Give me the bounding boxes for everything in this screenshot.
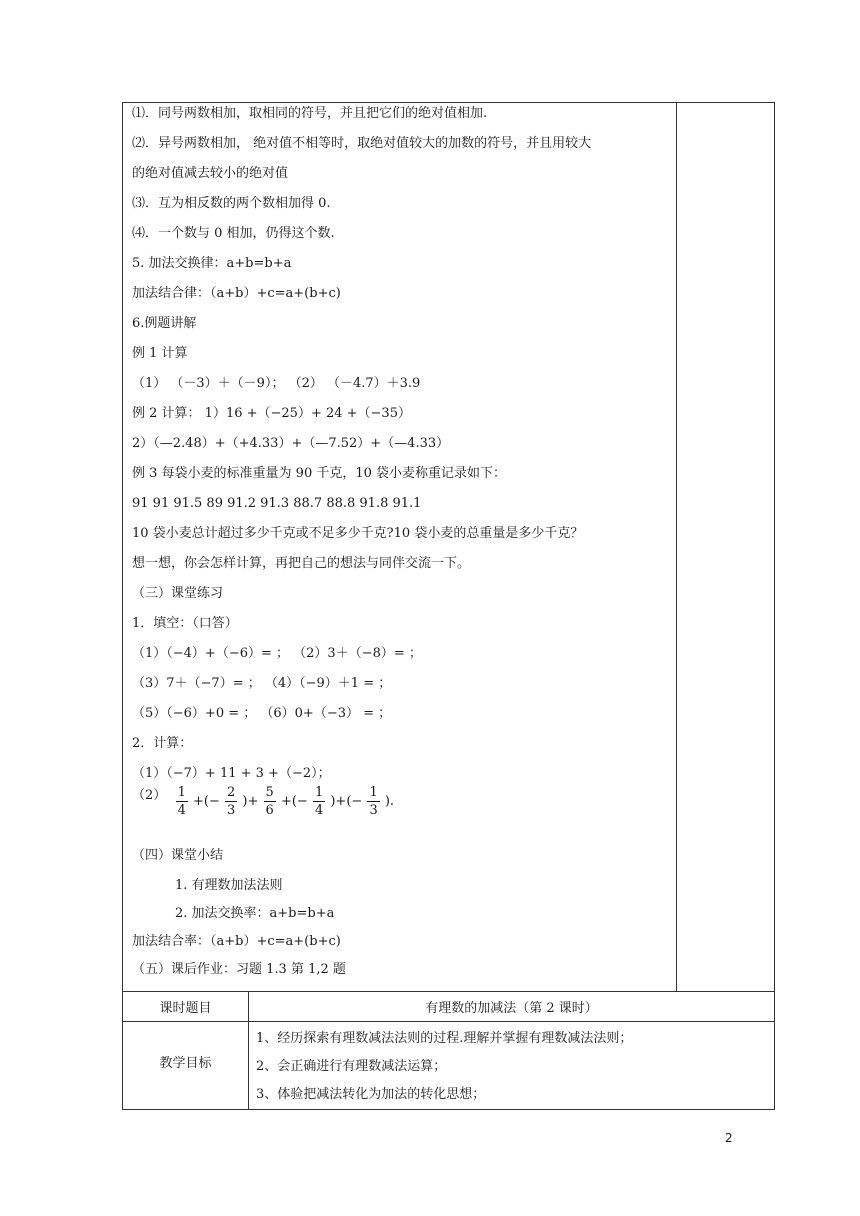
weight-data: 91 91 91.5 89 91.2 91.3 88.7 88.8 91.8 91.1 [132,496,422,511]
section-heading: （四）课堂小结 [132,848,224,863]
text-line: ⑶．互为相反数的两个数相加得 0. [132,196,331,211]
op: )+(− [330,794,363,809]
text-line: 想一想，你会怎样计算，再把自己的想法与同伴交流一下。 [132,556,471,571]
text-line: ⑴．同号两数相加，取相同的符号，并且把它们的绝对值相加. [132,106,488,121]
goal-item: 3、体验把减法转化为加法的转化思想； [256,1087,486,1102]
section-heading: 6.例题讲解 [132,316,197,331]
section-heading: （三）课堂练习 [132,586,224,601]
row-divider [123,1021,774,1022]
goal-item: 2、会正确进行有理数减法运算； [256,1059,447,1074]
example-heading: 例 1 计算 [132,346,188,361]
fraction: $\frac{1}{4}$ [177,785,186,818]
topic-value: 有理数的加减法（第 2 课时） [425,1001,598,1016]
text-line: 2）（—2.48）+（+4.33）+（—7.52）+（—4.33） [132,436,450,451]
text-line: ⑵．异号两数相加， 绝对值不相等时，取绝对值较大的加数的符号，并且用较大 [132,136,592,151]
fraction-expression [132,784,394,828]
fraction: $\frac{5}{6}$ [265,785,274,818]
summary-item: 2. 加法交换率：a+b=b+a [175,906,335,921]
exercise-line: （1）（−7）+ 11 + 3 +（−2）； [132,766,331,781]
fraction: $\frac{1}{4}$ [314,785,324,818]
op: )+ [242,794,259,809]
text-line: 5. 加法交换律：a+b=b+a [132,256,292,271]
op: +(− [192,794,220,809]
fraction: $\frac{2}{3}$ [226,785,236,818]
homework-line: （五）课后作业：习题 1.3 第 1,2 题 [132,962,346,977]
summary-item: 1. 有理数加法法则 [175,878,283,893]
text-line: 的绝对值减去较小的绝对值 [132,166,289,181]
text-line: 加法结合律：（a+b）+c=a+(b+c) [132,286,341,301]
expr-label: （2） [132,788,167,803]
op: +(− [280,794,308,809]
exercise-line: （1）（−4）+（−6）= ； （2）3＋（−8）= ； [132,646,422,661]
lesson-table [122,102,775,1110]
goal-item: 1、经历探索有理数减法法则的过程.理解并掌握有理数减法法则； [256,1031,633,1046]
text-line: 2．计算： [132,736,193,751]
text-line: ⑷．一个数与 0 相加，仍得这个数. [132,226,335,241]
exercise-line: （3）7＋（−7）= ； （4）（−9）＋1 = ； [132,676,392,691]
text-line: 1．填空：（口答） [132,616,238,631]
fraction: $\frac{1}{3}$ [369,785,378,818]
summary-item: 加法结合率：（a+b）+c=a+(b+c) [132,934,341,949]
row-divider [123,991,774,992]
op: ). [384,794,395,809]
goals-label: 教学目标 [159,1056,212,1071]
example-heading: 例 3 每袋小麦的标准重量为 90 千克，10 袋小麦称重记录如下： [132,466,507,481]
column-divider [676,103,677,991]
topic-label: 课时题目 [159,1001,212,1016]
text-line: （1） （－3）＋（－9）； （2） （－4.7）＋3.9 [132,376,421,391]
example-heading: 例 2 计算： 1）16 +（−25）+ 24 +（−35） [132,406,411,421]
text-line: 10 袋小麦总计超过多少千克或不足多少千克?10 袋小麦的总重量是多少千克？ [132,526,584,541]
page-number: 2 [725,1131,733,1145]
exercise-line: （5）（−6）+0 = ； （6）0+（−3） = ； [132,706,392,721]
